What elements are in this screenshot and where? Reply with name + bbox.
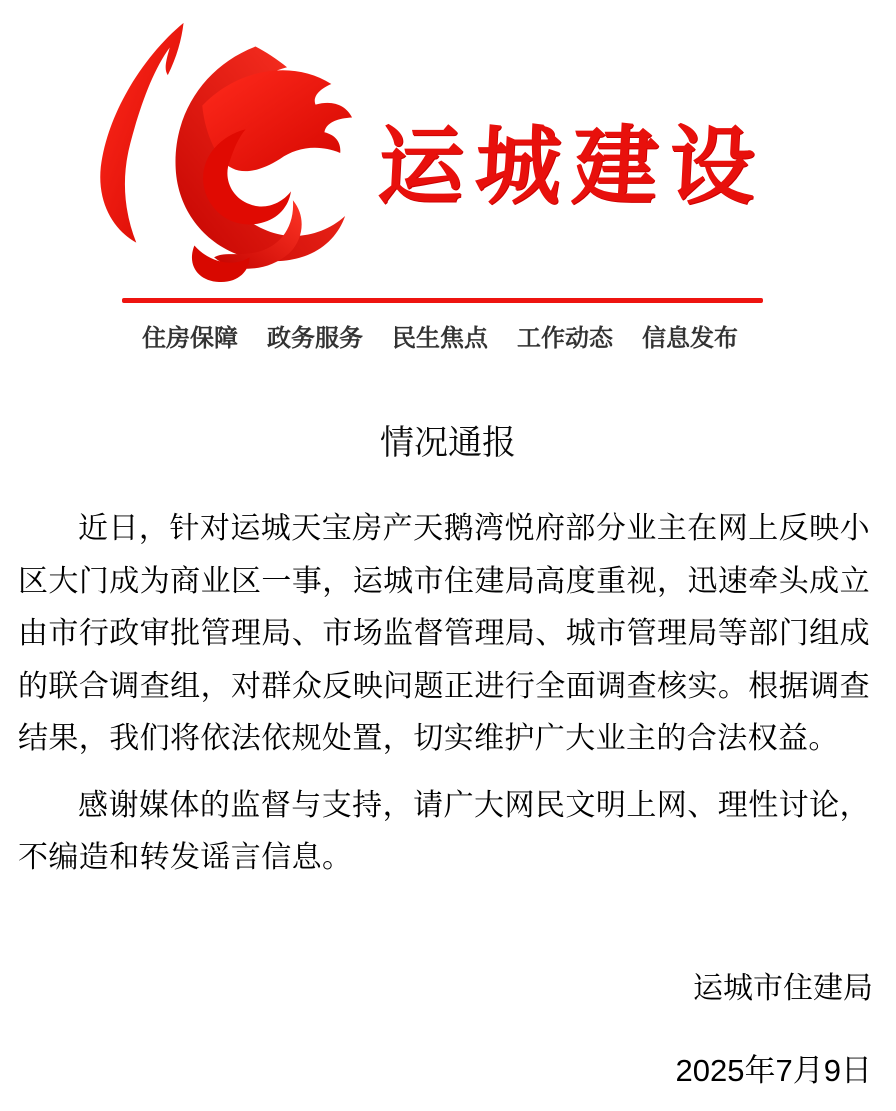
- nav-item-gov-service[interactable]: 政务服务: [267, 325, 363, 352]
- notice-signature: 运城市住建局: [693, 971, 873, 1005]
- notice-title: 情况通报: [380, 424, 516, 462]
- nav-item-info-release[interactable]: 信息发布: [642, 325, 738, 352]
- nav-menu: [142, 326, 896, 352]
- nav-item-work-updates[interactable]: 工作动态: [517, 325, 613, 352]
- notice-body: [0, 503, 896, 885]
- notice-date: 2025年7月9日: [675, 1052, 872, 1088]
- notice-paragraph-1: 近日，针对运城天宝房产天鹅湾悦府部分业主在网上反映小区大门成为商业区一事，运城市住建局高度重视，迅速牵头成立由市行政审批管理局、市场监督管理局、城市管理局等部门组成的联合调查组，对群众反映问题正进行全面调查核实。根据调查结果，我们将依法依规处置，切实维护广大业主的合法权益。: [18, 512, 870, 755]
- nav-item-housing[interactable]: 住房保障: [142, 325, 238, 352]
- nav-item-livelihood[interactable]: 民生焦点: [392, 325, 488, 352]
- phoenix-logo-icon: [88, 10, 354, 288]
- brand-calligraphy-title: 运城建设: [375, 119, 769, 215]
- header-divider: [122, 298, 763, 303]
- header: [0, 0, 896, 298]
- notice-paragraph-2: 感谢媒体的监督与支持，请广大网民文明上网、理性讨论，不编造和转发谣言信息。: [18, 788, 870, 874]
